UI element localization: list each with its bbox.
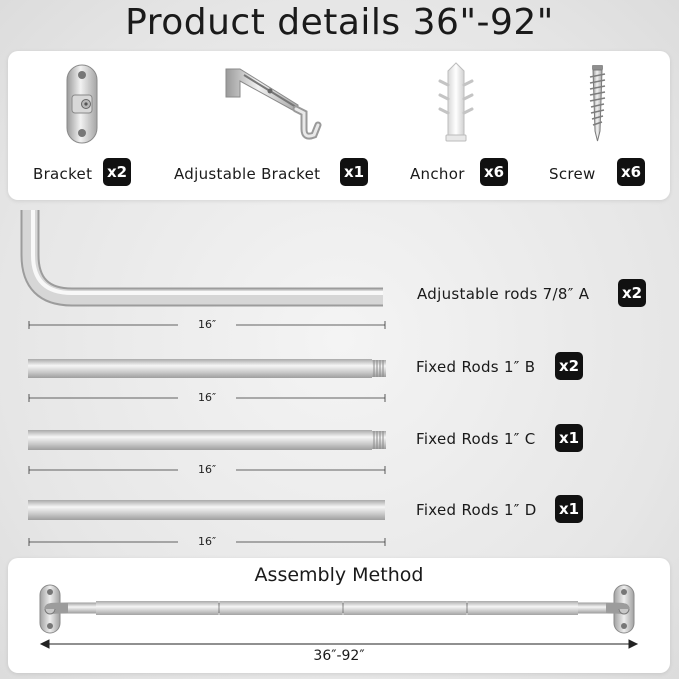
adjustable-bracket-qty-badge: x1 (340, 158, 368, 186)
rod-b-length: 16″ (198, 391, 217, 404)
rod-d-qty-badge: x1 (555, 495, 583, 523)
page-title: Product details 36"-92" (125, 2, 554, 43)
assembly-panel (8, 558, 670, 673)
screw-qty-badge: x6 (617, 158, 645, 186)
screw-label: Screw (549, 165, 596, 183)
bracket-qty-badge: x2 (103, 158, 131, 186)
rod-a-label: Adjustable rods 7/8″ A (417, 285, 590, 303)
rod-c-length: 16″ (198, 463, 217, 476)
rod-c-qty-badge: x1 (555, 424, 583, 452)
assembly-title: Assembly Method (254, 564, 424, 586)
rod-c-icon (28, 430, 386, 450)
rod-a-icon (30, 210, 383, 297)
rod-b-label: Fixed Rods 1″ B (416, 358, 536, 376)
rod-b-icon (28, 359, 386, 378)
rod-d-icon (28, 500, 385, 520)
rod-a-qty-badge: x2 (618, 279, 646, 307)
anchor-qty-badge: x6 (480, 158, 508, 186)
rod-b-qty-badge: x2 (555, 352, 583, 380)
anchor-label: Anchor (410, 165, 465, 183)
range-arrow (41, 640, 637, 648)
adjustable-bracket-label: Adjustable Bracket (174, 165, 321, 183)
rod-c-label: Fixed Rods 1″ C (416, 430, 536, 448)
bracket-label: Bracket (33, 165, 93, 183)
rod-a-length: 16″ (198, 318, 217, 331)
assembly-range: 36″-92″ (313, 648, 365, 664)
assembled-rod-icon (68, 601, 606, 615)
rod-d-label: Fixed Rods 1″ D (416, 501, 537, 519)
rod-d-length: 16″ (198, 535, 217, 548)
